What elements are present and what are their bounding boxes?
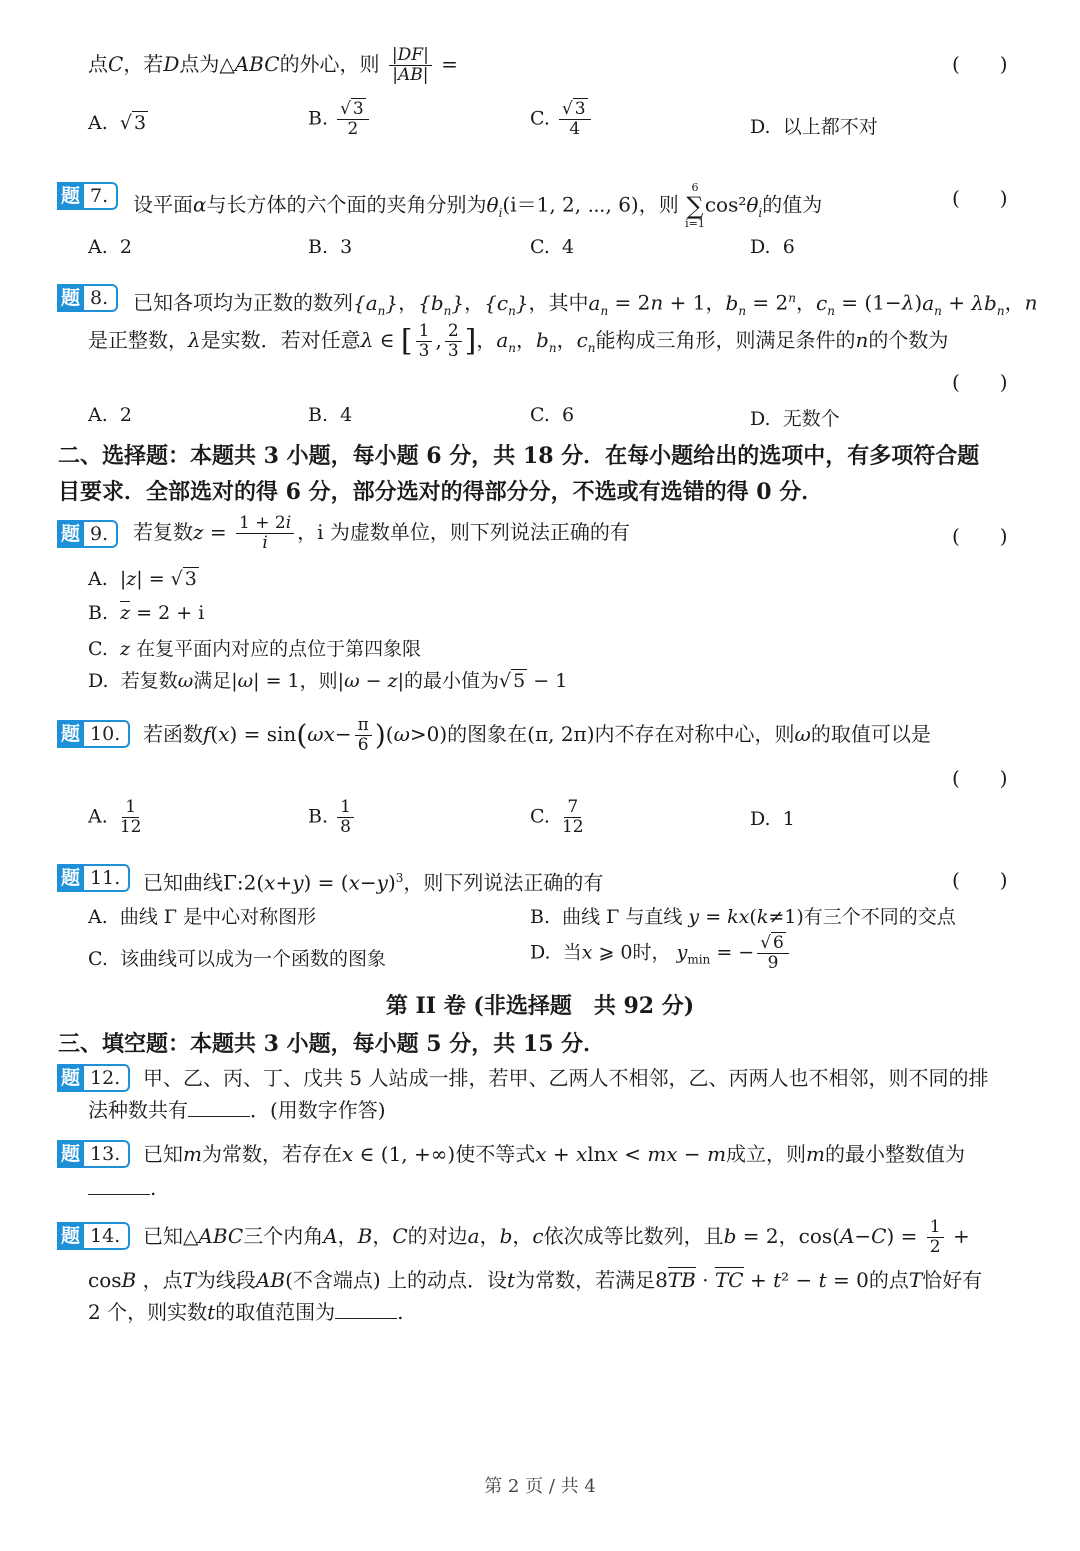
q8-line1: 已知各项均为正数的数列$\{a_n\}$，$\{b_n\}$，$\{c_n\}$，其中$a_n = 2n + 1$，$b_n = 2^n$，$c_n = (1-\lambda)a_n + \lambda b_n$，n xyxy=(133,290,1038,318)
q6-fraction: $\frac{|DF|}{|AB|}$ xyxy=(389,46,432,85)
q7-option-a: A. 2 xyxy=(88,236,132,258)
q7-stem: 设平面α与长方体的六个面的夹角分别为$\theta_i(i=1$, 2, ⋯, 6)，则 6 ∑ i=1 $\cos^2\theta_i$的值为 xyxy=(133,181,823,230)
q7-option-d: D. 6 xyxy=(750,236,795,258)
q13-answer-line: . xyxy=(88,1174,156,1202)
q10-stem: 若函数f(x) = sin(ωx− $\frac{\pi}{6}$ )(ω>0)的图象在(π, 2π)内不存在对称中心，则ω的取值可以是 xyxy=(143,715,931,755)
q6-option-a: A. √ 3 xyxy=(88,112,147,134)
question-badge-13: 题 13. xyxy=(57,1140,130,1168)
section-heading-multiple-choice-cont: 目要求．全部选对的得 6 分，部分选对的得部分分，不选或有选错的得 0 分． xyxy=(58,479,824,505)
q11-option-a: A. 曲线 Γ 是中心对称图形 xyxy=(88,906,317,928)
answer-paren: ( ) xyxy=(952,524,1008,548)
q6-option-d: D. 以上都不对 xyxy=(750,116,878,138)
q9-option-c: C. z 在复平面内对应的点位于第四象限 xyxy=(88,638,422,660)
question-badge-10: 题 10. xyxy=(57,720,130,748)
q9-stem: 若复数z = $\frac{1 + 2i}{i}$ ，i 为虚数单位，则下列说法正确的有 xyxy=(133,513,630,553)
section-heading-multiple-choice: 二、选择题：本题共 3 小题，每小题 6 分，共 18 分．在每小题给出的选项中，有多项符合题 xyxy=(58,443,980,469)
q9-option-b: B. z = 2 + i xyxy=(88,602,205,624)
answer-blank[interactable] xyxy=(188,1096,250,1117)
q6-stem: 点C，若D点为△ABC的外心，则 $\frac{|DF|}{|AB|}$ = xyxy=(88,45,458,85)
q10-option-d: D. 1 xyxy=(750,808,795,830)
q14-line3: 2 个，则实数t的取值范围为 . xyxy=(88,1300,404,1324)
q7-option-b: B. 3 xyxy=(308,236,353,258)
q8-option-b: B. 4 xyxy=(308,404,353,426)
part-ii-title: 第 II 卷 (非选择题 共 92 分) xyxy=(385,993,695,1019)
q8-option-d: D. 无数个 xyxy=(750,408,840,430)
q10-option-c: C. $\frac{7}{12}$ xyxy=(530,797,584,837)
question-badge-14: 题 14. xyxy=(57,1222,130,1250)
q9-option-d: D. 若复数ω满足|ω| = 1，则|ω − z|的最小值为√ 5 − 1 xyxy=(88,670,568,692)
q11-stem: 已知曲线Γ:2(x+y) = $(x-y)^3$，则下列说法正确的有 xyxy=(143,870,604,895)
q9-option-a: A. |z| = √ 3 xyxy=(88,568,197,590)
q11-option-b: B. 曲线 Γ 与直线 y = kx(k≠1)有三个不同的交点 xyxy=(530,906,956,928)
answer-paren: ( ) xyxy=(952,766,1008,790)
answer-blank[interactable] xyxy=(88,1174,150,1195)
answer-blank[interactable] xyxy=(335,1298,397,1319)
question-badge-8: 题 8. xyxy=(57,284,118,312)
q8-option-a: A. 2 xyxy=(88,404,132,426)
q6-option-c: C. $\frac{√ 3}{4}$ xyxy=(530,100,594,139)
q13-stem: 已知m为常数，若存在x ∈ (1, +∞)使不等式x + xlnx < mx − m成立，则m的最小整数值为 xyxy=(143,1142,965,1166)
q12-line1: 甲、乙、丙、丁、戊共 5 人站成一排，若甲、乙两人不相邻，乙、丙两人也不相邻，则不同的排 xyxy=(143,1066,989,1090)
answer-paren: ( ) xyxy=(952,52,1008,76)
page-footer: 第 2 页 / 共 4 xyxy=(484,1476,596,1497)
q11-option-c: C. 该曲线可以成为一个函数的图象 xyxy=(88,948,387,970)
question-badge-12: 题 12. xyxy=(57,1064,130,1092)
q10-option-b: B. $\frac{1}{8}$ xyxy=(308,798,357,837)
q7-option-c: C. 4 xyxy=(530,236,575,258)
q8-option-c: C. 6 xyxy=(530,404,575,426)
q14-line2: cosB ，点T为线段AB(不含端点) 上的动点．设t为常数，若满足8TB · TC + t² − t = 0的点T恰好有 xyxy=(88,1268,983,1292)
answer-paren: ( ) xyxy=(952,186,1008,210)
q11-option-d: D. 当x ⩾ 0时， $y_{min}$ = − $\frac{√ 6}{9}$ xyxy=(530,934,792,973)
q10-option-a: A. $\frac{1}{12}$ xyxy=(88,797,142,837)
answer-paren: ( ) xyxy=(952,370,1008,394)
question-badge-7: 题 7. xyxy=(57,182,118,210)
question-badge-9: 题 9. xyxy=(57,520,118,548)
section-heading-fill-in: 三、填空题：本题共 3 小题，每小题 5 分，共 15 分． xyxy=(58,1031,606,1057)
answer-paren: ( ) xyxy=(952,868,1008,892)
q14-line1: 已知△ABC三个内角A，B，C的对边a，b，c依次成等比数列，且b = 2，cos(A−C) = $\frac{1}{2}$ + xyxy=(143,1217,970,1257)
q6-option-b: B. $\frac{√ 3}{2}$ xyxy=(308,100,372,139)
q12-line2: 法种数共有 ．(用数字作答) xyxy=(88,1098,386,1122)
question-badge-11: 题 11. xyxy=(57,864,130,892)
q8-line2: 是正整数，λ是实数．若对任意λ ∈ [ $\frac{1}{3}$ , $\frac{2}{3}$ ]，$a_n$，$b_n$，$c_n$能构成三角形，则满足条件的n的个数为 xyxy=(88,321,949,361)
